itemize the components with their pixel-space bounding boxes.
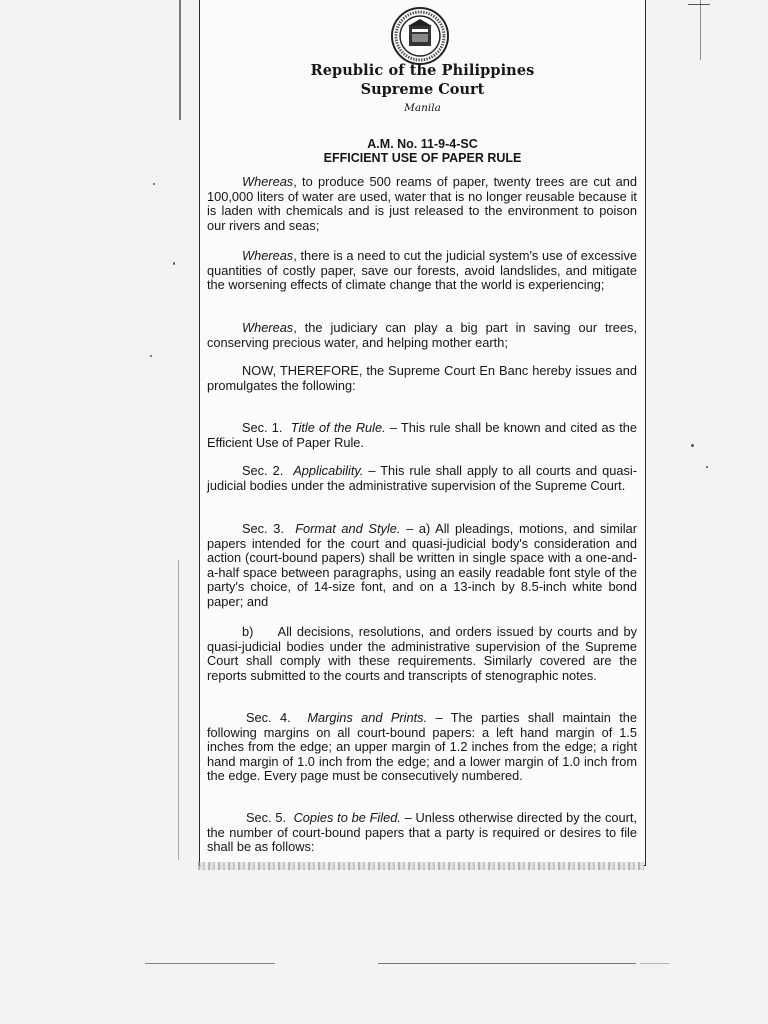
corner-mark [688,4,710,5]
rule-number: A.M. No. 11-9-4-SC [367,137,478,151]
right-margin-line [700,0,701,60]
left-border-line [179,0,181,120]
scan-dash-line [378,963,636,964]
scan-speck [706,466,708,468]
scan-speck [173,262,175,265]
supreme-court-seal [390,6,450,66]
scan-speck [153,183,155,185]
whereas-paragraph-3: Whereas, the judiciary can play a big part in saving our trees, conserving precious water, and helping mother earth; [207,320,637,350]
whereas-paragraph-2: Whereas, there is a need to cut the judicial system's use of excessive quantities of costly paper, save our forests, avoid landslides, and mitigate the worsening effects of climate change that the world is experiencing; [207,248,637,292]
section-1: Sec. 1. Title of the Rule. – This rule shall be known and cited as the Efficient Use of Paper Rule. [207,420,637,450]
section-3: Sec. 3. Format and Style. – a) All pleadings, motions, and similar papers intended for the court and quasi-judicial body's consideration and action (court-bound papers) shall be written in single space with a one-and-a-half space between paragraphs, using an easily readable font style of the party's choice, of 14-size font, and on a 13-inch by 8.5-inch white bond paper; and [207,521,637,609]
whereas-paragraph-1: Whereas, to produce 500 reams of paper, twenty trees are cut and 100,000 liters of water are used, water that is no longer reusable because it is laden with chemicals and is just released to the environment to poison our rivers and seas; [207,174,637,233]
section-2: Sec. 2. Applicability. – This rule shall apply to all courts and quasi-judicial bodies under the administrative supervision of the Supreme Court. [207,463,637,493]
section-5: Sec. 5. Copies to be Filed. – Unless otherwise directed by the court, the number of court-bound papers that a party is required or desires to file shall be as follows: [207,810,637,854]
section-4: Sec. 4. Margins and Prints. – The parties shall maintain the following margins on all court-bound papers: a left hand margin of 1.5 inches from the edge; an upper margin of 1.2 inches from the edge; a right hand margin of 1.0 inch from the edge; and a lower margin of 1.0 inch from the edge. Every page must be consecutively numbered. [207,710,637,783]
court-heading: Supreme Court [360,81,485,98]
republic-heading: Republic of the Philippines [310,62,535,79]
left-border-line-lower [178,560,179,860]
scan-speck [150,355,152,357]
scan-dash-line [640,963,670,964]
rule-title: EFFICIENT USE OF PAPER RULE [323,151,522,165]
scan-bottom-edge [198,862,644,870]
now-therefore-paragraph: NOW, THEREFORE, the Supreme Court En Banc hereby issues and promulgates the following: [207,363,637,393]
scan-speck [691,444,694,447]
scan-dash-line [145,963,275,964]
section-3-b: b) All decisions, resolutions, and orders issued by courts and by quasi-judicial bodies under the administrative supervision of the Supreme Court shall comply with these requirements. Similarly covered are the reports submitted to the courts and transcripts of stenographic notes. [207,624,637,683]
city-heading: Manila [404,102,441,114]
